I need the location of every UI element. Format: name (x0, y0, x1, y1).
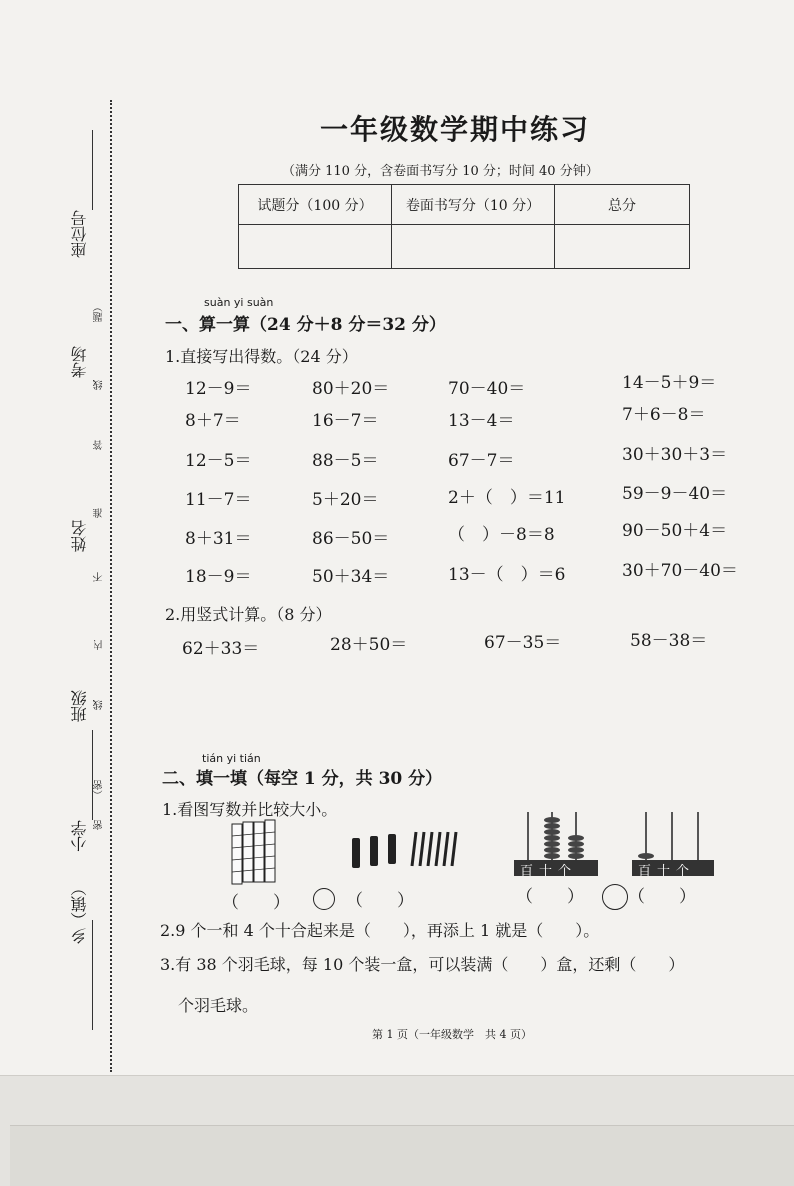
binding-note-8: （密 (94, 780, 105, 800)
binding-note-9: 密 (94, 820, 105, 830)
q1-prompt: 1.直接写出得数。（24 分） (165, 347, 358, 366)
equation: 7＋6－8＝ (622, 405, 706, 425)
compare-circle[interactable] (602, 884, 628, 910)
equation: 88－5＝ (312, 451, 379, 471)
school-line[interactable] (92, 730, 93, 820)
abacus-right-labels: 百十个 (638, 864, 696, 879)
town-label: 乡（镇） (70, 880, 89, 944)
compare-circle[interactable] (313, 888, 335, 910)
seat-number-line[interactable] (92, 130, 93, 210)
binding-note-5: 不 (94, 572, 105, 582)
answer-paren[interactable]: （ ） (222, 893, 290, 913)
equation: 12－5＝ (185, 451, 252, 471)
section1-heading: 一、算一算（24 分＋8 分＝32 分） (165, 315, 446, 335)
section1-pinyin: suàn yi suàn (204, 296, 274, 309)
score-cell-total[interactable] (555, 225, 690, 269)
vertical-calc: 62＋33＝ (182, 639, 260, 659)
abacus-left-labels: 百十个 (520, 864, 578, 879)
s2-q3-line2: 个羽毛球。 (178, 996, 259, 1015)
binding-note-2: 线 (94, 380, 105, 390)
page-subtitle: （满分 110 分，含卷面书写分 10 分；时间 40 分钟） (282, 164, 599, 179)
s2-q1-prompt: 1.看图写数并比较大小。 (162, 800, 338, 819)
exam-room-label: 考场 (70, 346, 89, 378)
equation: 8＋31＝ (185, 529, 252, 549)
ten-rods-picture (228, 818, 288, 886)
score-table (238, 184, 690, 269)
equation: 16－7＝ (312, 411, 379, 431)
binding-note-7: 线 (94, 700, 105, 710)
page-title: 一年级数学期中练习 (320, 113, 591, 146)
section2-heading: 二、填一填（每空 1 分，共 30 分） (162, 769, 443, 789)
school-label: 小学 (70, 820, 89, 852)
page-footer: 第 1 页（一年级数学 共 4 页） (372, 1028, 532, 1041)
underlying-page-2 (10, 1125, 794, 1186)
equation: 13－4＝ (448, 411, 515, 431)
q2-prompt: 2.用竖式计算。（8 分） (165, 605, 332, 624)
equation: 30＋70－40＝ (622, 561, 738, 581)
equation: 5＋20＝ (312, 490, 379, 510)
equation: 11－7＝ (185, 490, 252, 510)
equation: 90－50＋4＝ (622, 521, 728, 541)
section2-pinyin: tián yi tián (202, 752, 261, 765)
equation: 86－50＝ (312, 529, 390, 549)
equation: 2＋（ ）＝11 (448, 488, 566, 508)
equation: 50＋34＝ (312, 567, 390, 587)
town-line[interactable] (92, 920, 93, 1030)
equation: 13－（ ）＝6 (448, 565, 566, 585)
equation: 12－9＝ (185, 379, 252, 399)
score-header-total: 总分 (555, 185, 690, 225)
score-header-writing: 卷面书写分（10 分） (392, 185, 555, 225)
score-cell-writing[interactable] (392, 225, 555, 269)
name-label: 姓名 (70, 520, 89, 552)
binding-dotted-line (110, 100, 112, 1072)
score-cell-test[interactable] (239, 225, 392, 269)
equation: 18－9＝ (185, 567, 252, 587)
score-header-test: 试题分（100 分） (239, 185, 392, 225)
s2-q2: 2.9 个一和 4 个十合起来是（ ），再添上 1 就是（ ）。 (160, 921, 600, 940)
binding-note-6: 内 (94, 640, 105, 650)
equation: 14－5＋9＝ (622, 373, 717, 393)
binding-note-3: 答 (94, 440, 105, 450)
equation: 67－7＝ (448, 451, 515, 471)
equation: 8＋7＝ (185, 411, 241, 431)
equation: 30＋30＋3＝ (622, 445, 728, 465)
vertical-calc: 28＋50＝ (330, 635, 408, 655)
vertical-calc: 58－38＝ (630, 631, 708, 651)
vertical-calc: 67－35＝ (484, 633, 562, 653)
binding-note-4: 准 (94, 508, 105, 518)
equation: 59－9－40＝ (622, 484, 728, 504)
equation: 70－40＝ (448, 379, 526, 399)
equation: （ ）－8＝8 (448, 525, 555, 545)
class-label: 班级 (70, 690, 89, 722)
stick-bundles-picture (348, 826, 468, 874)
answer-paren[interactable]: （ ） (346, 891, 414, 911)
seat-number-label: 座位号 (70, 210, 89, 258)
equation: 80＋20＝ (312, 379, 390, 399)
answer-paren[interactable]: （ ） (628, 887, 696, 907)
binding-note-1: 题） (94, 302, 105, 322)
answer-paren[interactable]: （ ） (516, 887, 584, 907)
s2-q3-line1: 3.有 38 个羽毛球，每 10 个装一盒，可以装满（ ）盒，还剩（ ） (160, 955, 685, 974)
